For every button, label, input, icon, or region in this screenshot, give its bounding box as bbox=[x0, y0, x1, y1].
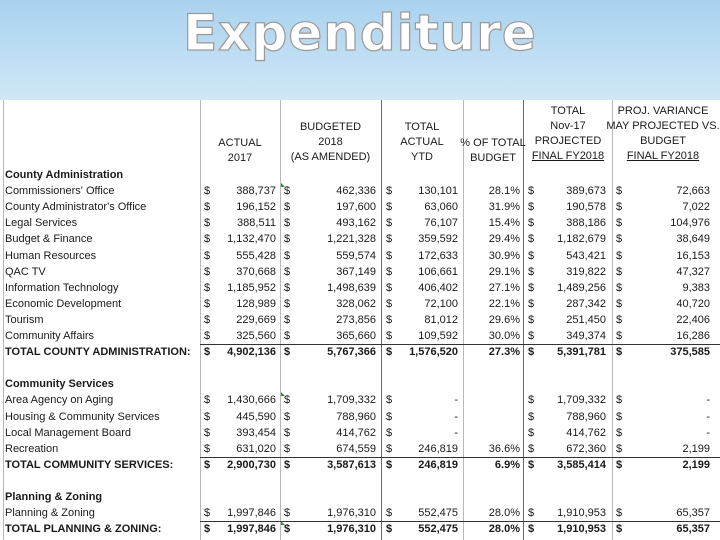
currency-symbol: $ bbox=[204, 249, 211, 262]
currency-symbol: $ bbox=[616, 442, 623, 455]
row-label: TOTAL COUNTY ADMINISTRATION: bbox=[5, 346, 191, 359]
currency-symbol: $ bbox=[284, 265, 291, 278]
pct-of-budget-value: 15.4% bbox=[488, 217, 520, 230]
pct-of-budget-value: 31.9% bbox=[488, 201, 520, 214]
variance-value: 65,357 bbox=[676, 507, 710, 520]
currency-symbol: $ bbox=[284, 458, 291, 471]
actual-2017-value: 555,428 bbox=[236, 249, 276, 262]
actual-ytd-value: 1,576,520 bbox=[409, 346, 458, 359]
projected-final-value: 672,360 bbox=[566, 442, 606, 455]
projected-final-value: 414,762 bbox=[566, 426, 606, 439]
spacer-row bbox=[0, 473, 720, 489]
variance-value: 2,199 bbox=[682, 458, 710, 471]
row-label: Planning & Zoning bbox=[5, 507, 95, 520]
variance-value: 16,153 bbox=[676, 249, 710, 262]
projected-final-value: 251,450 bbox=[566, 313, 606, 326]
projected-final-value: 388,186 bbox=[566, 217, 606, 230]
pct-of-budget-value bbox=[466, 425, 520, 441]
table-row bbox=[0, 328, 720, 344]
table-row bbox=[0, 392, 720, 408]
currency-symbol: $ bbox=[386, 185, 393, 198]
variance-value: 65,357 bbox=[676, 523, 710, 536]
currency-symbol: $ bbox=[284, 410, 291, 423]
row-label: Budget & Finance bbox=[5, 233, 93, 246]
actual-ytd-value: - bbox=[454, 394, 458, 407]
table-row bbox=[0, 248, 720, 264]
currency-symbol: $ bbox=[284, 426, 291, 439]
table-row bbox=[0, 183, 720, 199]
pct-of-budget-value bbox=[466, 392, 520, 408]
variance-value: 40,720 bbox=[676, 297, 710, 310]
currency-symbol: $ bbox=[528, 249, 535, 262]
currency-symbol: $ bbox=[528, 233, 535, 246]
header-projected-variance: PROJ. VARIANCE MAY PROJECTED VS. BUDGET FINAL FY2018 bbox=[606, 105, 720, 162]
currency-symbol: $ bbox=[284, 330, 291, 342]
row-label: Economic Development bbox=[5, 297, 122, 310]
currency-symbol: $ bbox=[204, 330, 211, 342]
currency-symbol: $ bbox=[386, 201, 393, 214]
currency-symbol: $ bbox=[204, 297, 211, 310]
budgeted-2018-value: 3,587,613 bbox=[327, 458, 376, 471]
projected-final-value: 190,578 bbox=[566, 201, 606, 214]
budgeted-2018-value: 5,767,366 bbox=[327, 346, 376, 359]
actual-2017-value: 388,511 bbox=[237, 217, 276, 230]
currency-symbol: $ bbox=[616, 507, 623, 520]
currency-symbol: $ bbox=[386, 330, 393, 342]
projected-final-value: 543,421 bbox=[566, 249, 606, 262]
pct-of-budget-value: 30.0% bbox=[488, 330, 520, 342]
actual-2017-value: 1,185,952 bbox=[227, 281, 276, 294]
header-actual-2017: ACTUAL 2017 bbox=[218, 137, 262, 164]
header-total-projected: TOTAL Nov-17 PROJECTED FINAL FY2018 bbox=[531, 105, 605, 162]
projected-final-value: 287,342 bbox=[566, 297, 606, 310]
row-label: TOTAL PLANNING & ZONING: bbox=[5, 523, 162, 536]
actual-ytd-value: 72,100 bbox=[424, 297, 458, 310]
projected-final-value: 788,960 bbox=[566, 410, 606, 423]
currency-symbol: $ bbox=[204, 523, 211, 536]
budgeted-2018-value: 1,709,332 bbox=[327, 394, 376, 407]
currency-symbol: $ bbox=[204, 233, 211, 246]
currency-symbol: $ bbox=[386, 346, 393, 359]
actual-2017-value: 196,152 bbox=[236, 201, 276, 214]
currency-symbol: $ bbox=[616, 426, 623, 439]
pct-of-budget-value: 6.9% bbox=[494, 458, 520, 471]
currency-symbol: $ bbox=[616, 410, 623, 423]
actual-2017-value: 1,997,846 bbox=[227, 507, 276, 520]
budgeted-2018-value: 365,660 bbox=[336, 330, 376, 342]
header-pct-of-budget: % OF TOTAL BUDGET bbox=[460, 137, 526, 164]
currency-symbol: $ bbox=[528, 265, 535, 278]
budgeted-2018-value: 197,600 bbox=[336, 201, 376, 214]
actual-ytd-value: 76,107 bbox=[424, 217, 458, 230]
currency-symbol: $ bbox=[204, 217, 211, 230]
row-label: Legal Services bbox=[5, 217, 78, 230]
actual-2017-value: 1,132,470 bbox=[227, 233, 276, 246]
currency-symbol: $ bbox=[616, 330, 623, 342]
table-row bbox=[0, 409, 720, 425]
budgeted-2018-value: 414,762 bbox=[336, 426, 376, 439]
currency-symbol: $ bbox=[386, 523, 393, 536]
variance-value: 104,976 bbox=[670, 217, 710, 230]
pct-of-budget-value: 28.0% bbox=[488, 523, 520, 536]
projected-final-value: 389,673 bbox=[566, 185, 606, 198]
actual-ytd-value: 359,592 bbox=[418, 233, 458, 246]
actual-ytd-value: 63,060 bbox=[424, 201, 458, 214]
budgeted-2018-value: 1,221,328 bbox=[327, 233, 376, 246]
currency-symbol: $ bbox=[284, 394, 291, 407]
budgeted-2018-value: 1,976,310 bbox=[327, 507, 376, 520]
pct-of-budget-value: 29.1% bbox=[488, 265, 520, 278]
actual-ytd-value: - bbox=[454, 426, 458, 439]
budgeted-2018-value: 1,498,639 bbox=[327, 281, 376, 294]
currency-symbol: $ bbox=[284, 281, 291, 294]
row-label: QAC TV bbox=[5, 265, 46, 278]
actual-2017-value: 325,560 bbox=[236, 330, 276, 342]
budgeted-2018-value: 367,149 bbox=[336, 265, 376, 278]
currency-symbol: $ bbox=[528, 394, 535, 407]
budgeted-2018-value: 462,336 bbox=[336, 185, 376, 198]
currency-symbol: $ bbox=[386, 394, 393, 407]
budgeted-2018-value: 328,062 bbox=[336, 297, 376, 310]
actual-2017-value: 1,430,666 bbox=[227, 394, 276, 407]
row-label: County Administration bbox=[5, 169, 124, 181]
actual-2017-value: 1,997,846 bbox=[227, 523, 276, 536]
total-row bbox=[0, 457, 720, 473]
currency-symbol: $ bbox=[386, 297, 393, 310]
section-header bbox=[0, 489, 720, 505]
variance-value: 7,022 bbox=[682, 201, 710, 214]
row-label: Information Technology bbox=[5, 281, 119, 294]
pct-of-budget-value: 27.1% bbox=[488, 281, 520, 294]
currency-symbol: $ bbox=[616, 217, 623, 230]
currency-symbol: $ bbox=[386, 217, 393, 230]
pct-of-budget-value: 22.1% bbox=[488, 297, 520, 310]
actual-ytd-value: 246,819 bbox=[418, 442, 458, 455]
row-label: TOTAL COMMUNITY SERVICES: bbox=[5, 458, 174, 471]
budgeted-2018-value: 559,574 bbox=[336, 249, 376, 262]
projected-final-value: 1,910,953 bbox=[557, 507, 606, 520]
currency-symbol: $ bbox=[204, 313, 211, 326]
table-row bbox=[0, 312, 720, 328]
row-label: Tourism bbox=[5, 313, 44, 326]
row-label: County Administrator's Office bbox=[5, 201, 147, 214]
projected-final-value: 5,391,781 bbox=[557, 346, 606, 359]
actual-ytd-value: 406,402 bbox=[418, 281, 458, 294]
actual-ytd-value: 172,633 bbox=[418, 249, 458, 262]
projected-final-value: 319,822 bbox=[566, 265, 606, 278]
table-row bbox=[0, 215, 720, 231]
row-label: Recreation bbox=[5, 442, 59, 455]
row-label: Local Management Board bbox=[5, 426, 131, 439]
currency-symbol: $ bbox=[528, 442, 535, 455]
projected-final-value: 1,182,679 bbox=[557, 233, 606, 246]
section-header bbox=[0, 167, 720, 183]
actual-ytd-value: 81,012 bbox=[424, 313, 458, 326]
cell-comment-marker bbox=[281, 183, 285, 187]
variance-value: 38,649 bbox=[676, 233, 710, 246]
currency-symbol: $ bbox=[528, 297, 535, 310]
actual-2017-value: 388,737 bbox=[236, 185, 276, 198]
currency-symbol: $ bbox=[386, 313, 393, 326]
pct-of-budget-value: 28.1% bbox=[488, 185, 520, 198]
currency-symbol: $ bbox=[528, 426, 535, 439]
page-title: Expenditure bbox=[183, 4, 537, 62]
row-label: Community Affairs bbox=[5, 330, 95, 342]
budgeted-2018-value: 493,162 bbox=[336, 217, 376, 230]
currency-symbol: $ bbox=[204, 265, 211, 278]
projected-final-value: 3,585,414 bbox=[557, 458, 606, 471]
row-label: Community Services bbox=[5, 378, 114, 391]
actual-2017-value: 445,590 bbox=[236, 410, 276, 423]
currency-symbol: $ bbox=[284, 185, 291, 198]
variance-value: 16,286 bbox=[676, 330, 710, 342]
budgeted-2018-value: 674,559 bbox=[336, 442, 376, 455]
currency-symbol: $ bbox=[616, 346, 623, 359]
currency-symbol: $ bbox=[616, 523, 623, 536]
currency-symbol: $ bbox=[386, 442, 393, 455]
currency-symbol: $ bbox=[528, 458, 535, 471]
variance-value: - bbox=[706, 426, 710, 439]
currency-symbol: $ bbox=[204, 442, 211, 455]
row-label: Area Agency on Aging bbox=[5, 394, 114, 407]
currency-symbol: $ bbox=[386, 233, 393, 246]
pct-of-budget-value: 29.6% bbox=[488, 313, 520, 326]
currency-symbol: $ bbox=[284, 201, 291, 214]
table-row bbox=[0, 264, 720, 280]
row-label: Commissioners' Office bbox=[5, 185, 115, 198]
currency-symbol: $ bbox=[204, 394, 211, 407]
currency-symbol: $ bbox=[284, 233, 291, 246]
actual-2017-value: 631,020 bbox=[236, 442, 276, 455]
table-row bbox=[0, 296, 720, 312]
actual-2017-value: 128,989 bbox=[236, 297, 276, 310]
currency-symbol: $ bbox=[284, 313, 291, 326]
actual-2017-value: 370,668 bbox=[236, 265, 276, 278]
currency-symbol: $ bbox=[386, 249, 393, 262]
variance-value: - bbox=[706, 394, 710, 407]
table-row bbox=[0, 280, 720, 296]
currency-symbol: $ bbox=[204, 410, 211, 423]
pct-of-budget-value: 30.9% bbox=[488, 249, 520, 262]
total-row bbox=[0, 344, 720, 360]
currency-symbol: $ bbox=[616, 281, 623, 294]
actual-ytd-value: 552,475 bbox=[418, 507, 458, 520]
table-row bbox=[0, 425, 720, 441]
budgeted-2018-value: 1,976,310 bbox=[327, 523, 376, 536]
expenditure-table bbox=[0, 100, 720, 540]
actual-ytd-value: 246,819 bbox=[418, 458, 458, 471]
currency-symbol: $ bbox=[528, 523, 535, 536]
header-total-actual-ytd: TOTAL ACTUAL YTD bbox=[400, 121, 444, 163]
actual-2017-value: 229,669 bbox=[236, 313, 276, 326]
variance-value: 2,199 bbox=[682, 442, 710, 455]
currency-symbol: $ bbox=[386, 265, 393, 278]
currency-symbol: $ bbox=[616, 313, 623, 326]
currency-symbol: $ bbox=[616, 249, 623, 262]
row-label: Human Resources bbox=[5, 249, 97, 262]
currency-symbol: $ bbox=[616, 265, 623, 278]
currency-symbol: $ bbox=[284, 297, 291, 310]
currency-symbol: $ bbox=[204, 281, 211, 294]
pct-of-budget-value: 36.6% bbox=[488, 442, 520, 455]
table-row bbox=[0, 199, 720, 215]
actual-2017-value: 393,454 bbox=[236, 426, 276, 439]
currency-symbol: $ bbox=[528, 330, 535, 342]
variance-value: 22,406 bbox=[676, 313, 710, 326]
section-header bbox=[0, 376, 720, 392]
variance-value: 375,585 bbox=[670, 346, 710, 359]
budgeted-2018-value: 273,856 bbox=[336, 313, 376, 326]
currency-symbol: $ bbox=[284, 346, 291, 359]
currency-symbol: $ bbox=[616, 297, 623, 310]
currency-symbol: $ bbox=[204, 185, 211, 198]
actual-2017-value: 4,902,136 bbox=[227, 346, 276, 359]
table-row bbox=[0, 505, 720, 521]
currency-symbol: $ bbox=[204, 346, 211, 359]
spacer-row bbox=[0, 360, 720, 376]
budgeted-2018-value: 788,960 bbox=[336, 410, 376, 423]
currency-symbol: $ bbox=[284, 442, 291, 455]
currency-symbol: $ bbox=[528, 185, 535, 198]
currency-symbol: $ bbox=[616, 201, 623, 214]
pct-of-budget-value: 29.4% bbox=[488, 233, 520, 246]
currency-symbol: $ bbox=[528, 313, 535, 326]
variance-value: 72,663 bbox=[676, 185, 710, 198]
currency-symbol: $ bbox=[386, 507, 393, 520]
currency-symbol: $ bbox=[528, 346, 535, 359]
currency-symbol: $ bbox=[284, 249, 291, 262]
pct-of-budget-value bbox=[466, 409, 520, 425]
currency-symbol: $ bbox=[386, 458, 393, 471]
currency-symbol: $ bbox=[616, 233, 623, 246]
currency-symbol: $ bbox=[528, 201, 535, 214]
currency-symbol: $ bbox=[528, 507, 535, 520]
currency-symbol: $ bbox=[204, 507, 211, 520]
currency-symbol: $ bbox=[284, 507, 291, 520]
variance-value: 47,327 bbox=[676, 265, 710, 278]
row-label: Housing & Community Services bbox=[5, 410, 160, 423]
pct-of-budget-value: 28.0% bbox=[488, 507, 520, 520]
pct-of-budget-value: 27.3% bbox=[488, 346, 520, 359]
currency-symbol: $ bbox=[284, 217, 291, 230]
currency-symbol: $ bbox=[284, 523, 291, 536]
currency-symbol: $ bbox=[204, 426, 211, 439]
actual-2017-value: 2,900,730 bbox=[227, 458, 276, 471]
table-row bbox=[0, 441, 720, 457]
currency-symbol: $ bbox=[528, 410, 535, 423]
currency-symbol: $ bbox=[204, 458, 211, 471]
currency-symbol: $ bbox=[616, 394, 623, 407]
projected-final-value: 349,374 bbox=[566, 330, 606, 342]
actual-ytd-value: 109,592 bbox=[418, 330, 458, 342]
actual-ytd-value: 130,101 bbox=[418, 185, 458, 198]
projected-final-value: 1,709,332 bbox=[557, 394, 606, 407]
currency-symbol: $ bbox=[528, 281, 535, 294]
row-label: Planning & Zoning bbox=[5, 491, 103, 503]
currency-symbol: $ bbox=[204, 201, 211, 214]
currency-symbol: $ bbox=[386, 281, 393, 294]
variance-value: - bbox=[706, 410, 710, 423]
header-budgeted-2018: BUDGETED 2018 (AS AMENDED) bbox=[290, 121, 371, 163]
currency-symbol: $ bbox=[386, 410, 393, 423]
currency-symbol: $ bbox=[528, 217, 535, 230]
actual-ytd-value: 106,661 bbox=[418, 265, 458, 278]
actual-ytd-value: 552,475 bbox=[418, 523, 458, 536]
currency-symbol: $ bbox=[616, 185, 623, 198]
cell-comment-marker bbox=[281, 521, 285, 525]
currency-symbol: $ bbox=[616, 458, 623, 471]
currency-symbol: $ bbox=[386, 426, 393, 439]
projected-final-value: 1,910,953 bbox=[557, 523, 606, 536]
variance-value: 9,383 bbox=[682, 281, 710, 294]
actual-ytd-value: - bbox=[454, 410, 458, 423]
cell-comment-marker bbox=[281, 392, 285, 396]
projected-final-value: 1,489,256 bbox=[557, 281, 606, 294]
table-row bbox=[0, 231, 720, 247]
total-row bbox=[0, 521, 720, 537]
